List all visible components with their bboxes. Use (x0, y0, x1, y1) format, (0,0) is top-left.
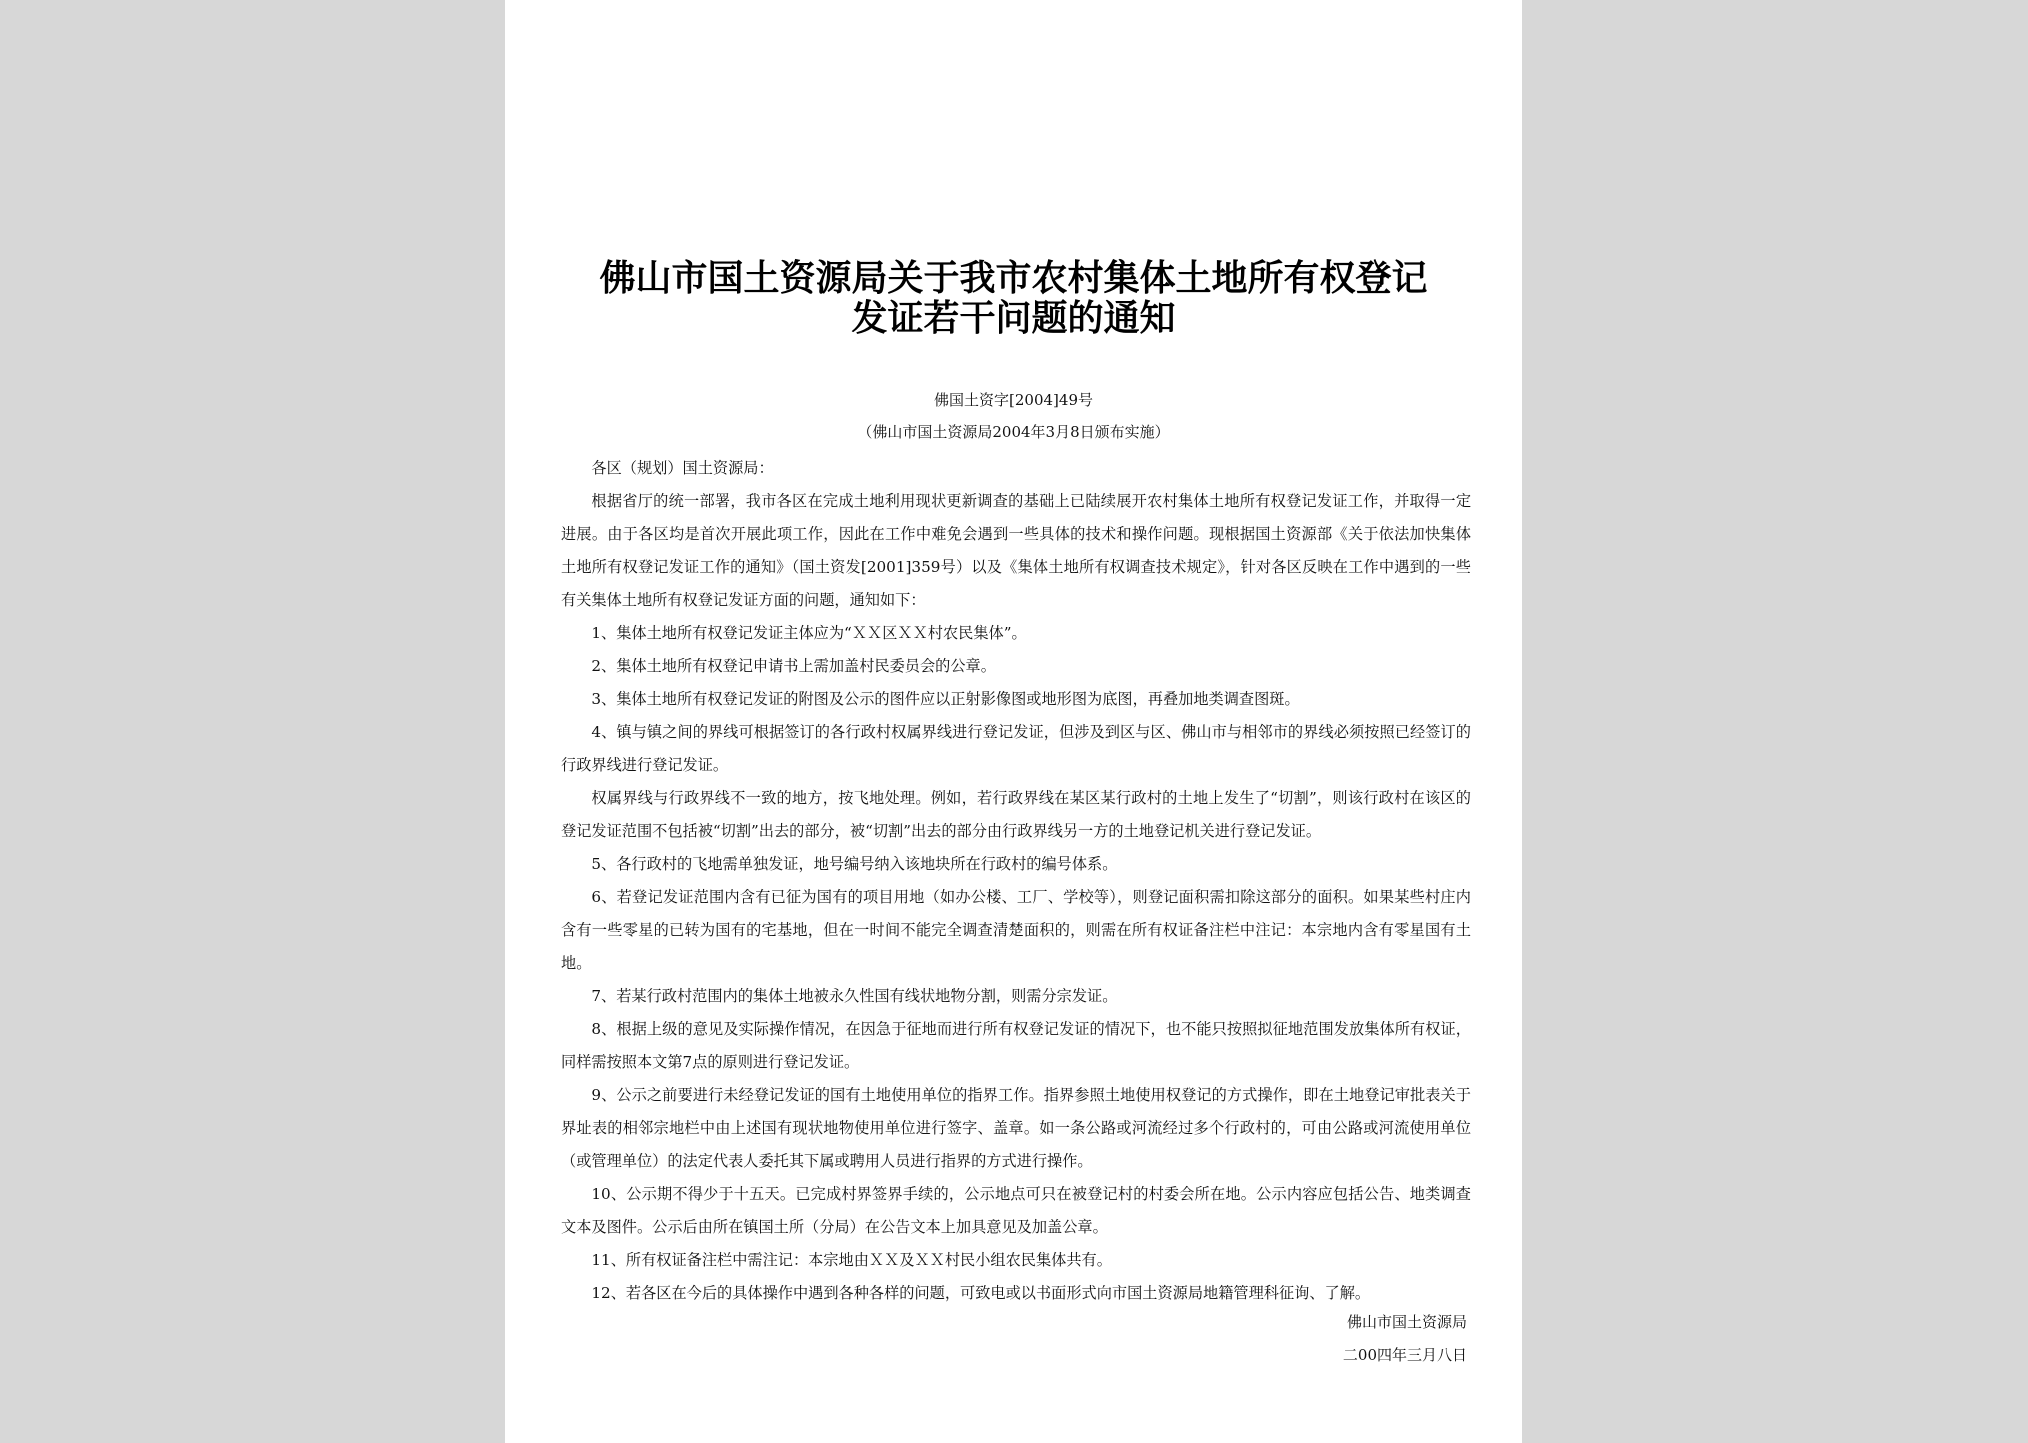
item-7: 7、若某行政村范围内的集体土地被永久性国有线状地物分割，则需分宗发证。 (591, 987, 1118, 1005)
document-body (561, 452, 1471, 1310)
item-3: 3、集体土地所有权登记发证的附图及公示的图件应以正射影像图或地形图为底图，再叠加地类调查图斑。 (591, 690, 1300, 708)
title-line-2: 发证若干问题的通知 (851, 297, 1176, 339)
item-1: 1、集体土地所有权登记发证主体应为“ＸＸ区ＸＸ村农民集体”。 (591, 624, 1027, 642)
item-4-note: 权属界线与行政界线不一致的地方，按飞地处理。例如，若行政界线在某区某行政村的土地上发生了“切割”，则该行政村在该区的登记发证范围不包括被“切割”出去的部分，被“切割”出去的部分由行政界线另一方的土地登记机关进行登记发证。 (561, 789, 1471, 840)
item-6: 6、若登记发证范围内含有已征为国有的项目用地（如办公楼、工厂、学校等），则登记面积需扣除这部分的面积。如果某些村庄内含有一些零星的已转为国有的宅基地，但在一时间不能完全调查清楚面积的，则需在所有权证备注栏中注记：本宗地内含有零星国有土地。 (561, 888, 1471, 972)
issuer-name: 佛山市国土资源局 (1346, 1313, 1467, 1331)
item-8: 8、根据上级的意见及实际操作情况，在因急于征地而进行所有权登记发证的情况下，也不能只按照拟征地范围发放集体所有权证，同样需按照本文第7点的原则进行登记发证。 (561, 1020, 1471, 1071)
document-page (505, 0, 1522, 1443)
item-9: 9、公示之前要进行未经登记发证的国有土地使用单位的指界工作。指界参照土地使用权登记的方式操作，即在土地登记审批表关于界址表的相邻宗地栏中由上述国有现状地物使用单位进行签字、盖章。如一条公路或河流经过多个行政村的，可由公路或河流使用单位（或管理单位）的法定代表人委托其下属或聘用人员进行指界的方式进行操作。 (561, 1086, 1471, 1170)
title-line-1: 佛山市国土资源局关于我市农村集体土地所有权登记 (599, 257, 1428, 299)
item-11: 11、所有权证备注栏中需注记：本宗地由ＸＸ及ＸＸ村民小组农民集体共有。 (591, 1251, 1112, 1269)
item-12: 12、若各区在今后的具体操作中遇到各种各样的问题，可致电或以书面形式向市国土资源局地籍管理科征询、了解。 (591, 1284, 1371, 1302)
issue-note: （佛山市国土资源局2004年3月8日颁布实施） (857, 423, 1170, 441)
document-number: 佛国土资字[2004]49号 (934, 391, 1093, 409)
item-5: 5、各行政村的飞地需单独发证，地号编号纳入该地块所在行政村的编号体系。 (591, 855, 1118, 873)
salutation: 各区（规划）国土资源局： (591, 459, 774, 477)
item-10: 10、公示期不得少于十五天。已完成村界签界手续的，公示地点可只在被登记村的村委会所在地。公示内容应包括公告、地类调查文本及图件。公示后由所在镇国土所（分局）在公告文本上加具意见及加盖公章。 (561, 1185, 1471, 1236)
issue-date: 二00四年三月八日 (1342, 1346, 1467, 1364)
item-2: 2、集体土地所有权登记申请书上需加盖村民委员会的公章。 (591, 657, 996, 675)
document-title (505, 258, 1522, 338)
item-4: 4、镇与镇之间的界线可根据签订的各行政村权属界线进行登记发证，但涉及到区与区、佛山市与相邻市的界线必须按照已经签订的行政界线进行登记发证。 (561, 723, 1471, 774)
intro-paragraph: 根据省厅的统一部署，我市各区在完成土地利用现状更新调查的基础上已陆续展开农村集体土地所有权登记发证工作，并取得一定进展。由于各区均是首次开展此项工作，因此在工作中难免会遇到一些具体的技术和操作问题。现根据国土资源部《关于依法加快集体土地所有权登记发证工作的通知》（国土资发[2001]359号）以及《集体土地所有权调查技术规定》，针对各区反映在工作中遇到的一些有关集体土地所有权登记发证方面的问题，通知如下： (561, 492, 1471, 609)
signature-block (1167, 1306, 1467, 1372)
